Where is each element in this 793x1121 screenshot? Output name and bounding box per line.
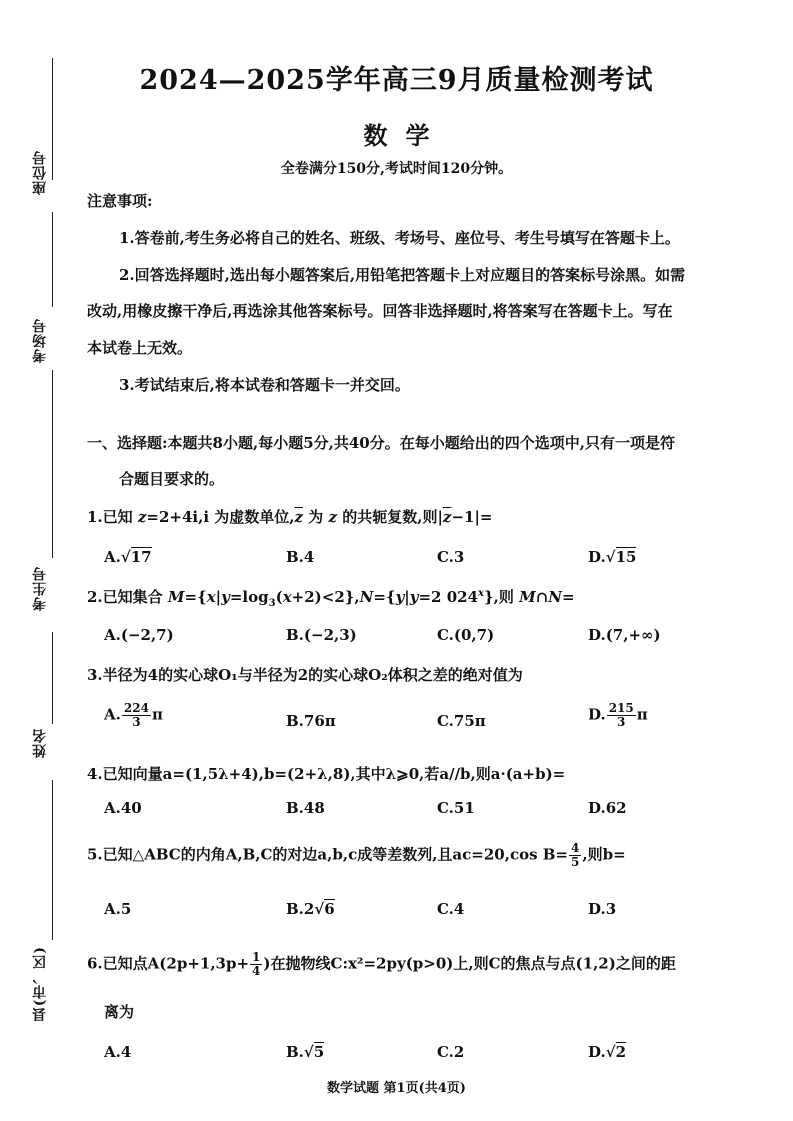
page-footer: 数学试题 第1页(共4页) bbox=[327, 1081, 466, 1096]
question-6-stem-cont: 离为 bbox=[104, 1003, 135, 1021]
question-2-option-c[interactable]: C.(0,7) bbox=[437, 626, 495, 644]
question-1-option-d[interactable]: D.√15 bbox=[588, 548, 637, 566]
notice-heading: 注意事项: bbox=[87, 192, 153, 210]
question-6-option-c[interactable]: C.2 bbox=[437, 1043, 465, 1061]
question-3-option-c[interactable]: C.75π bbox=[437, 712, 486, 730]
question-6-option-a[interactable]: A.4 bbox=[104, 1043, 132, 1061]
score-info: 全卷满分150分,考试时间120分钟。 bbox=[280, 161, 513, 177]
notice-item-2-cont: 改动,用橡皮擦干净后,再选涂其他答案标号。回答非选择题时,将答案写在答题卡上。写在 bbox=[87, 302, 673, 320]
margin-label-name: 姓名 bbox=[32, 728, 48, 758]
question-5-option-c[interactable]: C.4 bbox=[437, 900, 465, 918]
notice-item-1: 1.答卷前,考生务必将自己的姓名、班级、考场号、座位号、考生号填写在答题卡上。 bbox=[119, 229, 680, 247]
question-5-option-a[interactable]: A.5 bbox=[104, 900, 132, 918]
question-3-option-d[interactable]: D. $\frac{215}{3}$ π bbox=[588, 701, 648, 729]
question-2-option-d[interactable]: D.(7,+∞) bbox=[588, 626, 661, 644]
margin-label-examinee: 考生号 bbox=[32, 566, 48, 611]
margin-line bbox=[52, 212, 53, 307]
question-6-option-b[interactable]: B.√5 bbox=[286, 1043, 325, 1061]
section-heading-cont: 合题目要求的。 bbox=[119, 470, 225, 488]
question-1-option-b[interactable]: B.4 bbox=[286, 548, 315, 566]
question-3-option-b[interactable]: B.76π bbox=[286, 712, 336, 730]
margin-line bbox=[52, 780, 53, 940]
subject-title: 数学 bbox=[363, 121, 448, 150]
notice-item-3: 3.考试结束后,将本试卷和答题卡一并交回。 bbox=[119, 376, 410, 394]
question-4-option-c[interactable]: C.51 bbox=[437, 799, 475, 817]
question-4-option-d[interactable]: D.62 bbox=[588, 799, 627, 817]
margin-label-room: 考场号 bbox=[32, 318, 48, 363]
question-1-option-c[interactable]: C.3 bbox=[437, 548, 465, 566]
question-6-option-d[interactable]: D.√2 bbox=[588, 1043, 626, 1061]
question-4-option-a[interactable]: A.40 bbox=[104, 799, 142, 817]
margin-label-seat: 座位号 bbox=[32, 150, 48, 195]
question-5-stem: 5.已知△ABC的内角A,B,C的对边a,b,c成等差数列,且ac=20,cos B= $\frac{4}{5}$ ,则b= bbox=[87, 841, 626, 869]
exam-title: 2024—2025学年高三9月质量检测考试 bbox=[139, 65, 654, 96]
question-6-stem: 6.已知点A(2p+1,3p+ $\frac{1}{4}$ )在抛物线C:x²=2py(p>0)上,则C的焦点与点(1,2)之间的距 bbox=[87, 950, 676, 978]
notice-item-2-end: 本试卷上无效。 bbox=[87, 339, 193, 357]
question-4-option-b[interactable]: B.48 bbox=[286, 799, 325, 817]
question-4-stem: 4.已知向量a=(1,5λ+4),b=(2+λ,8),其中λ⩾0,若a//b,则a·(a+b)= bbox=[87, 765, 566, 783]
question-2-stem: 2.已知集合 $M=\{x|y=\log_3(x+2)<2\},N=\{y|y=2$ 024$^x$},则 M∩N= bbox=[87, 588, 575, 609]
margin-label-county: 县(市、区) bbox=[32, 946, 48, 1022]
notice-item-2: 2.回答选择题时,选出每小题答案后,用铅笔把答题卡上对应题目的答案标号涂黑。如需 bbox=[119, 266, 686, 284]
question-2-option-a[interactable]: A.(−2,7) bbox=[104, 626, 174, 644]
question-2-option-b[interactable]: B.(−2,3) bbox=[286, 626, 357, 644]
question-1-option-a[interactable]: A.√17 bbox=[104, 548, 152, 566]
question-1-stem: 1.已知 z=2+4i,i 为虚数单位$,\overline{z}$ 为 z 的共轭复数,则$|\overline{z}-1|=$ bbox=[87, 508, 493, 526]
margin-line bbox=[52, 370, 53, 558]
question-3-option-a[interactable]: A. $\frac{224}{3}$ π bbox=[104, 701, 163, 729]
margin-line bbox=[52, 632, 53, 724]
question-5-option-b[interactable]: B.2√6 bbox=[286, 900, 335, 918]
section-heading: 一、选择题:本题共8小题,每小题5分,共40分。在每小题给出的四个选项中,只有一项是符 bbox=[87, 434, 675, 452]
question-3-stem: 3.半径为4的实心球O₁与半径为2的实心球O₂体积之差的绝对值为 bbox=[87, 666, 523, 684]
question-5-option-d[interactable]: D.3 bbox=[588, 900, 617, 918]
